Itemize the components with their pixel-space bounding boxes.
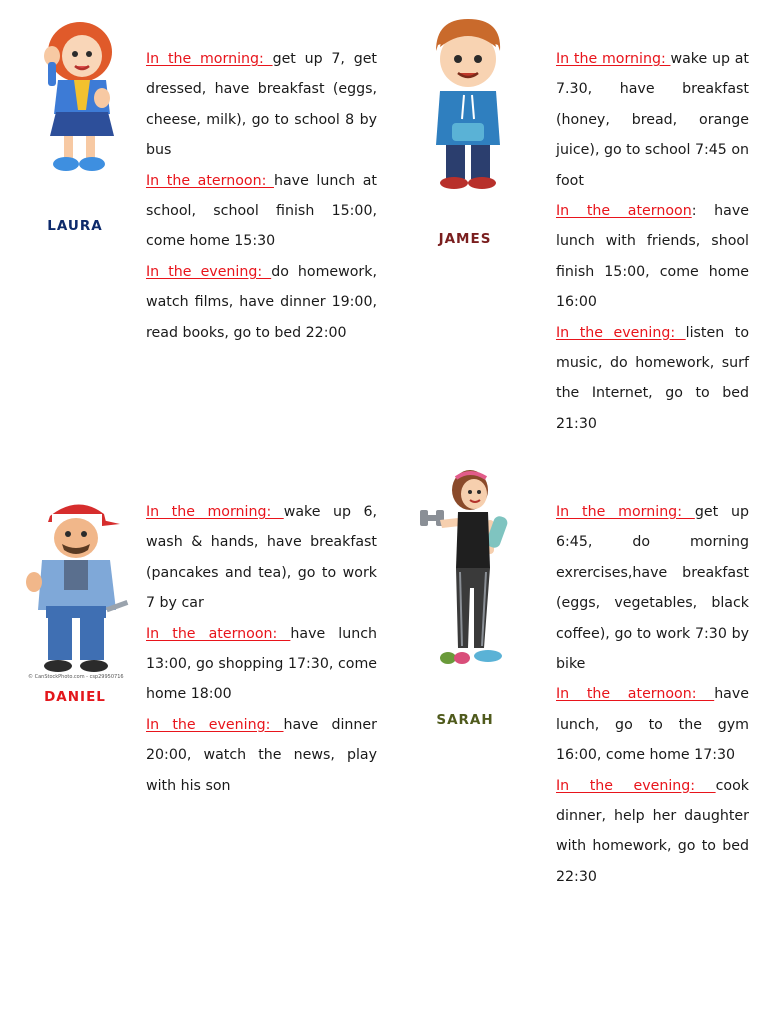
section-text: cook dinner, help her daughter with homework, go to bed 22:30: [556, 777, 749, 885]
evening-paragraph: [556, 318, 749, 440]
section-text: get up 6:45, do morning exrercises,have breakfast (eggs, vegetables, black coffee), go to work 7:30 by bike: [556, 504, 749, 673]
daniel-illustration: [24, 494, 130, 680]
laura-illustration: [40, 18, 120, 176]
james-illustration: [428, 15, 508, 191]
section-label: In the morning:: [556, 504, 695, 520]
schedule-sarah: [556, 497, 749, 892]
stock-watermark: © CanStockPhoto.com - csp29950716: [28, 674, 124, 680]
character-name-daniel: DANIEL: [44, 689, 106, 705]
section-text: : have lunch with friends, shool finish 15:00, come home 16:00: [556, 203, 749, 311]
character-name-james: JAMES: [438, 231, 492, 247]
schedule-daniel: [146, 497, 377, 801]
character-name-sarah: SARAH: [436, 712, 494, 728]
section-text: have lunch 13:00, go shopping 17:30, come home 18:00: [146, 625, 377, 703]
section-text: do homework, watch films, have dinner 19:00, read books, go to bed 22:00: [146, 263, 377, 341]
section-label: In the evening:: [146, 716, 284, 733]
section-label: In the evening:: [556, 324, 686, 341]
section-label: In the aternoon:: [146, 172, 274, 189]
afternoon-paragraph: [146, 619, 377, 710]
section-text: have lunch, go to the gym 16:00, come home 17:30: [556, 686, 749, 764]
section-label: In the morning:: [146, 504, 284, 520]
schedule-james: [556, 44, 749, 439]
afternoon-paragraph: [146, 166, 377, 257]
morning-paragraph: [146, 497, 377, 619]
section-text: have lunch at school, school finish 15:00, come home 15:30: [146, 172, 377, 250]
morning-paragraph: [556, 44, 749, 196]
afternoon-paragraph: [556, 196, 749, 318]
section-label: In the morning:: [146, 51, 273, 67]
section-label: In the evening:: [146, 263, 272, 280]
afternoon-paragraph: [556, 679, 749, 770]
schedule-laura: [146, 44, 377, 348]
section-label: In the morning:: [556, 51, 671, 67]
section-label: In the evening:: [556, 777, 716, 794]
section-text: get up 7, get dressed, have breakfast (eggs, cheese, milk), go to school 8 by bus: [146, 51, 377, 159]
evening-paragraph: [556, 771, 749, 893]
evening-paragraph: [146, 710, 377, 801]
morning-paragraph: [556, 497, 749, 679]
section-label: In the aternoon:: [146, 625, 291, 642]
morning-paragraph: [146, 44, 377, 166]
evening-paragraph: [146, 257, 377, 348]
section-text: listen to music, do homework, surf the Internet, go to bed 21:30: [556, 324, 749, 432]
sarah-illustration: [420, 468, 516, 672]
character-name-laura: LAURA: [47, 218, 103, 234]
section-text: have dinner 20:00, watch the news, play with his son: [146, 716, 377, 794]
section-text: wake up 6, wash & hands, have breakfast (pancakes and tea), go to work 7 by car: [146, 504, 377, 612]
section-label: In the aternoon: [556, 203, 692, 220]
section-label: In the aternoon:: [556, 686, 715, 703]
section-text: wake up at 7.30, have breakfast (honey, bread, orange juice), go to school 7:45 on foot: [556, 51, 749, 189]
